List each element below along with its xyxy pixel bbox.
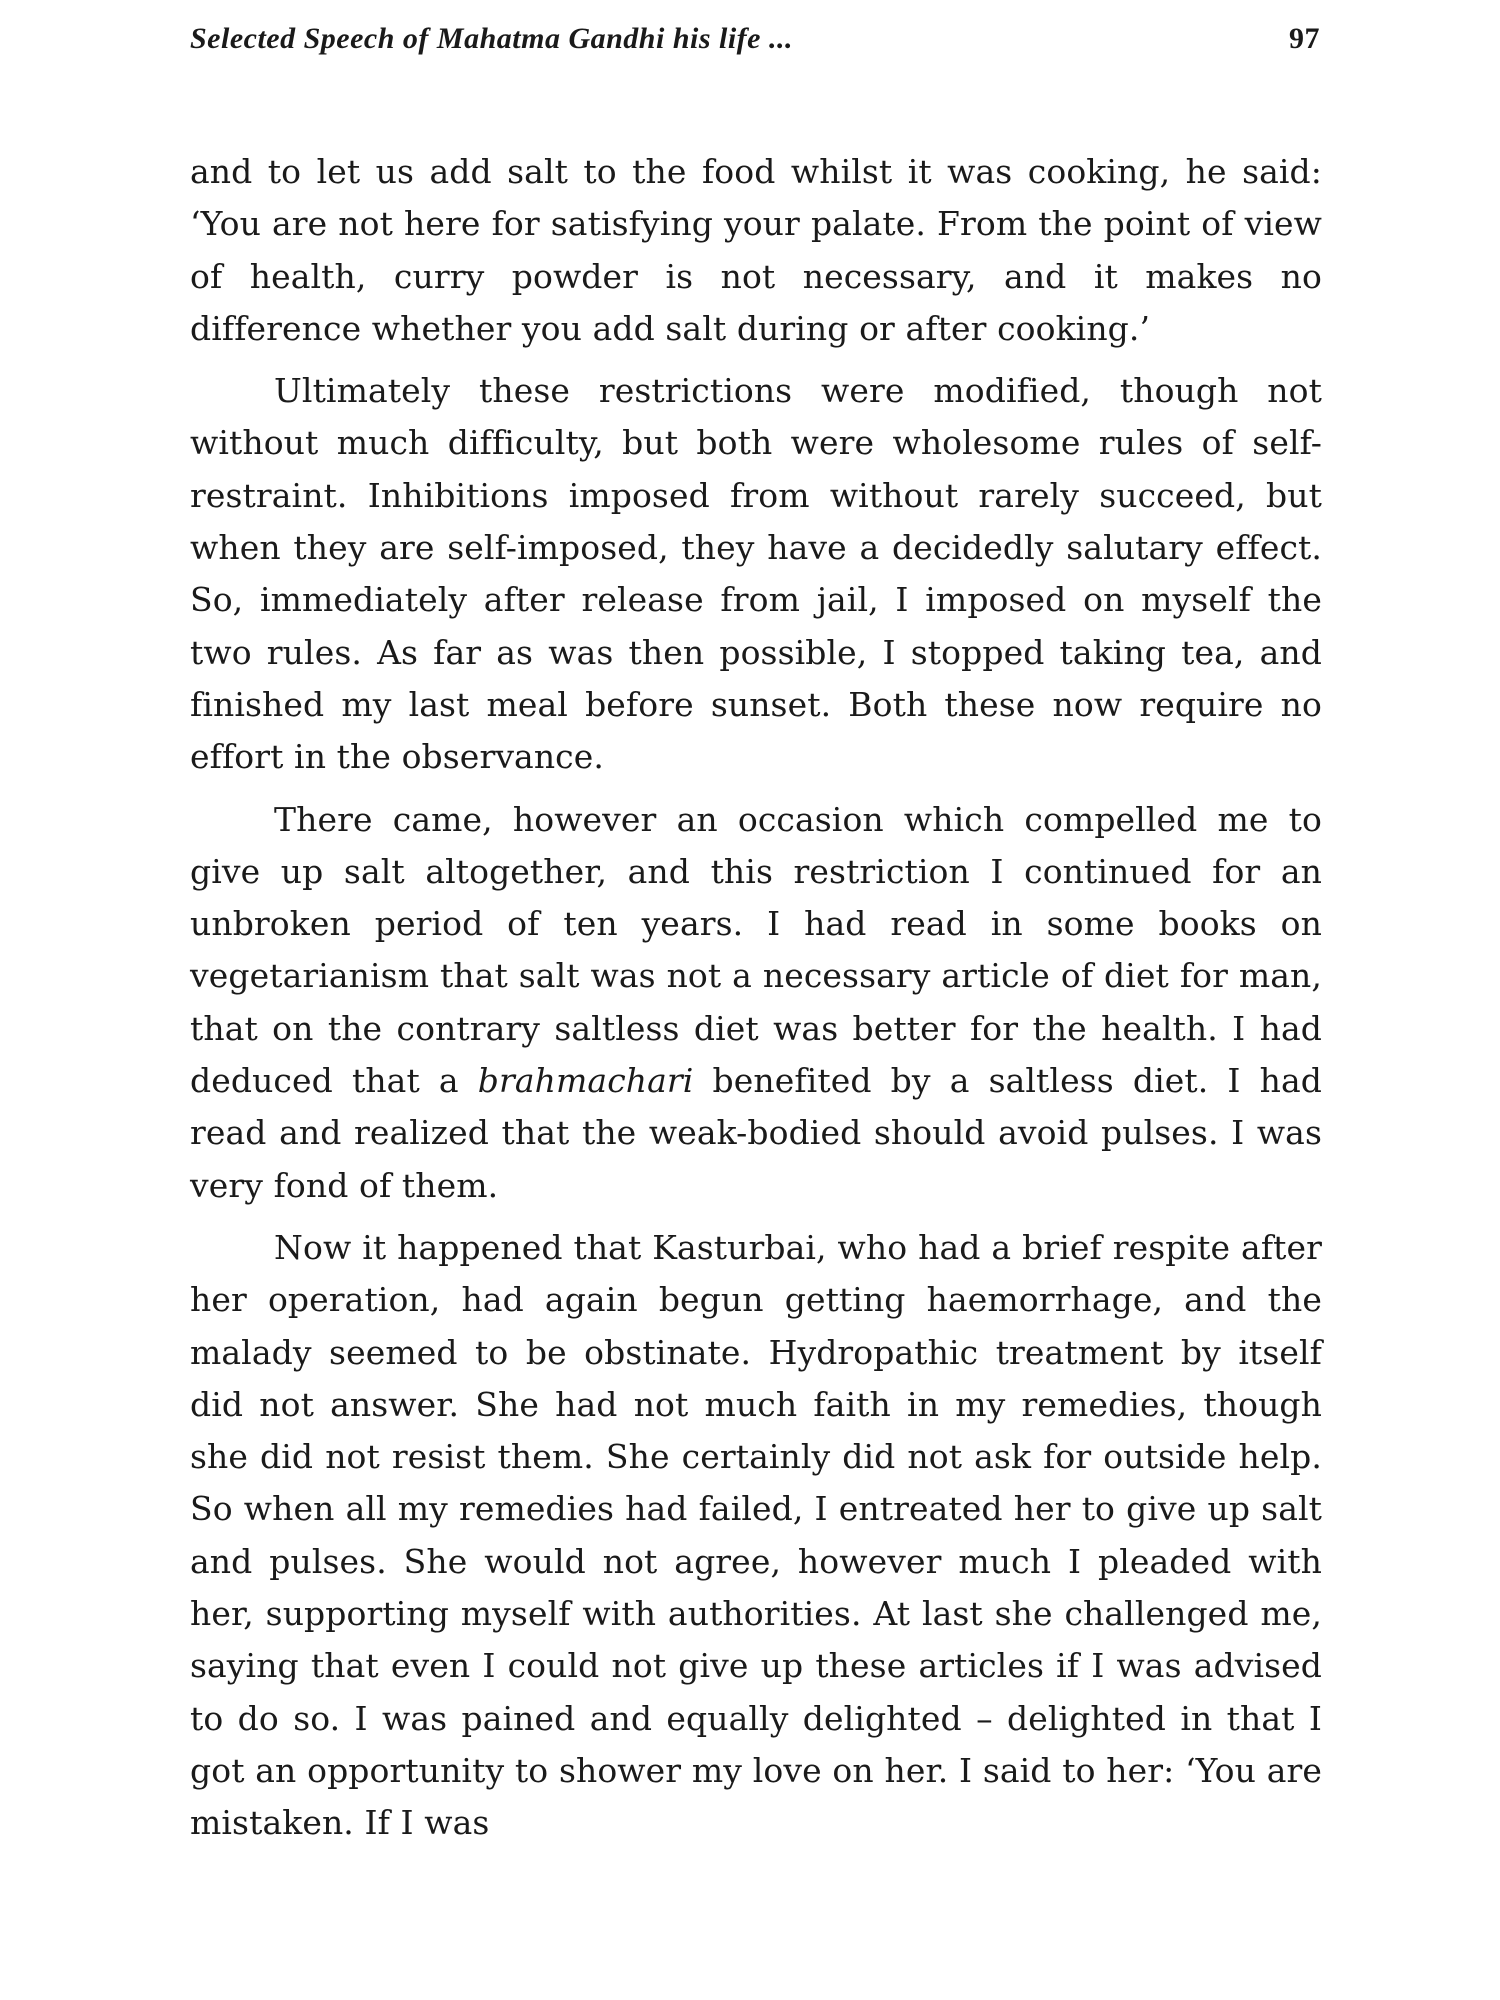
book-page	[190, 22, 1322, 1860]
running-title: Selected Speech of Mahatma Gandhi his life ...	[190, 22, 793, 55]
paragraph-salt-text-start: There came, however an occasion which compelled me to give up salt altogether, and this restriction I continued for an unbroken period of ten years. I had read in some books on vegetarianism that salt was not a necessary article of diet for man, that on the contrary saltless diet was better for the health. I had deduced that a	[190, 799, 1322, 1101]
paragraph-salt-text-end: benefited by a saltless diet. I had read and realized that the weak-bodied should avoid pulses. I was very fond of them.	[190, 1061, 1323, 1205]
italic-term-brahmachari: brahmachari	[477, 1061, 694, 1101]
page-number: 97	[1289, 22, 1320, 55]
body-text	[190, 146, 1322, 1850]
paragraph-salt	[190, 794, 1322, 1212]
running-head	[190, 22, 1322, 82]
paragraph-kasturbai: Now it happened that Kasturbai, who had a brief respite after her operation, had again begun getting haemorrhage, and the malady seemed to be obstinate. Hydropathic treatment by itself did not answer. She had not much faith in my remedies, though she did not resist them. She certainly did not ask for outside help. So when all my remedies had failed, I entreated her to give up salt and pulses. She would not agree, however much I pleaded with her, supporting myself with authorities. At last she challenged me, saying that even I could not give up these articles if I was advised to do so. I was pained and equally delighted – delighted in that I got an opportunity to shower my love on her. I said to her: ‘You are mistaken. If I was	[190, 1227, 1322, 1843]
paragraph-continuation: and to let us add salt to the food whilst it was cooking, he said: ‘You are not here for satisfying your palate. From the point of view of health, curry powder is not necessary, and it makes no difference whether you add salt during or after cooking.’	[190, 152, 1322, 348]
paragraph-restrictions: Ultimately these restrictions were modified, though not without much difficulty, but both were wholesome rules of self-restraint. Inhibitions imposed from without rarely succeed, but when they are self-imposed, they have a decidedly salutary effect. So, immediately after release from jail, I imposed on myself the two rules. As far as was then possible, I stopped taking tea, and finished my last meal before sunset. Both these now require no effort in the observance.	[190, 371, 1322, 777]
